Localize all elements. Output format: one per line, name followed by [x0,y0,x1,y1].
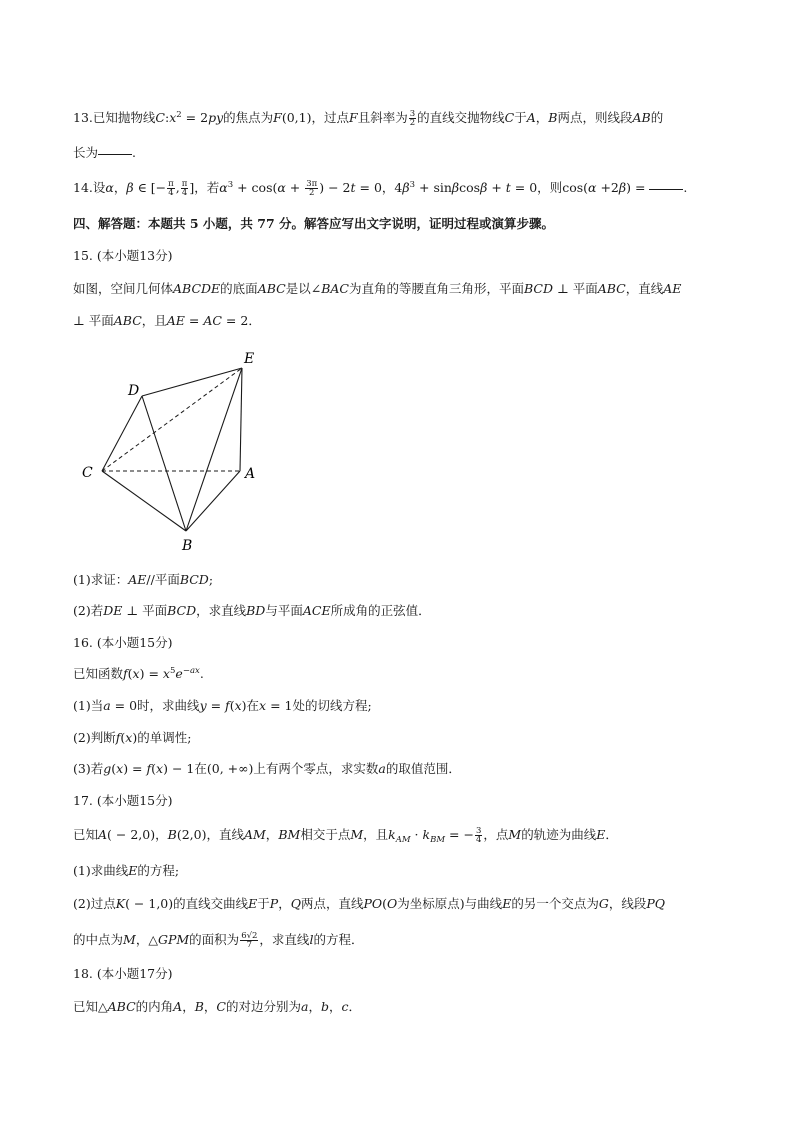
q16-intro: 已知函数$f(x) = x^5e^{-ax}$. [73,666,204,681]
q17-part2-line1: (2)过点K( − 1,0)的直线交曲线E于P，Q两点，直线PO(O为坐标原点)与曲线E的另一个交点为G，线段PQ [73,896,666,911]
q15-part2: (2)若DE ⊥ 平面BCD，求直线BD与平面ACE所成角的正弦值． [73,603,431,618]
edge-CB [102,471,186,531]
q17-line1: 已知A( − 2,0)，B(2,0)，直线AM，BM相交于点M，且$k_{AM} \cdot k_{BM}$ = − $\frac{3}{4}$ ，点M的轨迹为曲线E． [73,826,618,845]
edge-CD [102,396,142,471]
edge-BA [186,471,240,531]
answer-blank [98,153,132,155]
answer-blank [649,188,683,190]
q13-number: 13. [73,110,93,125]
edge-CE [102,368,242,471]
q13-line2: 长为 . [73,145,136,160]
edge-BE [186,368,242,531]
q17-part2-line2: 的中点为M，△GPM的面积为 $\frac{6√2}{7}$ ，求直线l的方程． [73,931,364,950]
q18-line1: 已知△ABC的内角A，B，C的对边分别为a，b，c． [73,999,362,1014]
q17-header: 17. (本小题15分) [73,793,173,808]
edge-DE [142,368,242,396]
label-E: E [244,351,255,367]
q15-line1: 如图，空间几何体ABCDE的底面ABC是以∠BAC为直角的等腰直角三角形，平面BCD ⊥ 平面ABC，直线AE [73,281,682,296]
q16-part2: (2)判断f(x)的单调性; [73,730,192,745]
edge-DB [142,396,186,531]
label-D: D [128,383,140,399]
q15-part1: (1)求证：AE//平面BCD; [73,572,214,587]
q14-line: 14.设α，β ∈ [− $\frac{\pi}{4}$ , $\frac{\pi}{4}$ ]，若$\alpha^3 + \cos(\alpha$ + $\frac{3\pi}{2}$ ) − 2t = 0，$4\beta^3 + \sin\beta\cos\beta + t = 0$，则cos(α +2β) = . [73,179,688,198]
q16-header: 16. (本小题15分) [73,635,173,650]
geometry-figure [78,344,268,554]
label-B: B [182,538,193,554]
q17-part1: (1)求曲线E的方程; [73,863,180,878]
q15-header: 15. (本小题13分) [73,248,173,263]
q13-line1: 13.已知抛物线$C:x^2 = 2py$的焦点为F(0,1)，过点F且斜率为 $\frac{3}{2}$ 的直线交抛物线C于A，B两点，则线段AB的 [73,109,664,128]
q16-part1: (1)当a = 0时，求曲线y = f(x)在x = 1处的切线方程; [73,698,372,713]
q16-part3: (3)若g(x) = f(x) − 1在(0, +∞)上有两个零点，求实数a的取值范围． [73,761,461,776]
q15-line2: ⊥ 平面ABC，且AE = AC = 2． [73,313,261,328]
label-C: C [82,465,93,481]
section-4-header: 四、解答题：本题共 5 小题，共 77 分。解答应写出文字说明，证明过程或演算步骤。 [73,216,555,231]
q14-number: 14. [73,180,93,195]
edge-AE [240,368,242,471]
q18-header: 18. (本小题17分) [73,966,173,981]
label-A: A [245,466,256,482]
